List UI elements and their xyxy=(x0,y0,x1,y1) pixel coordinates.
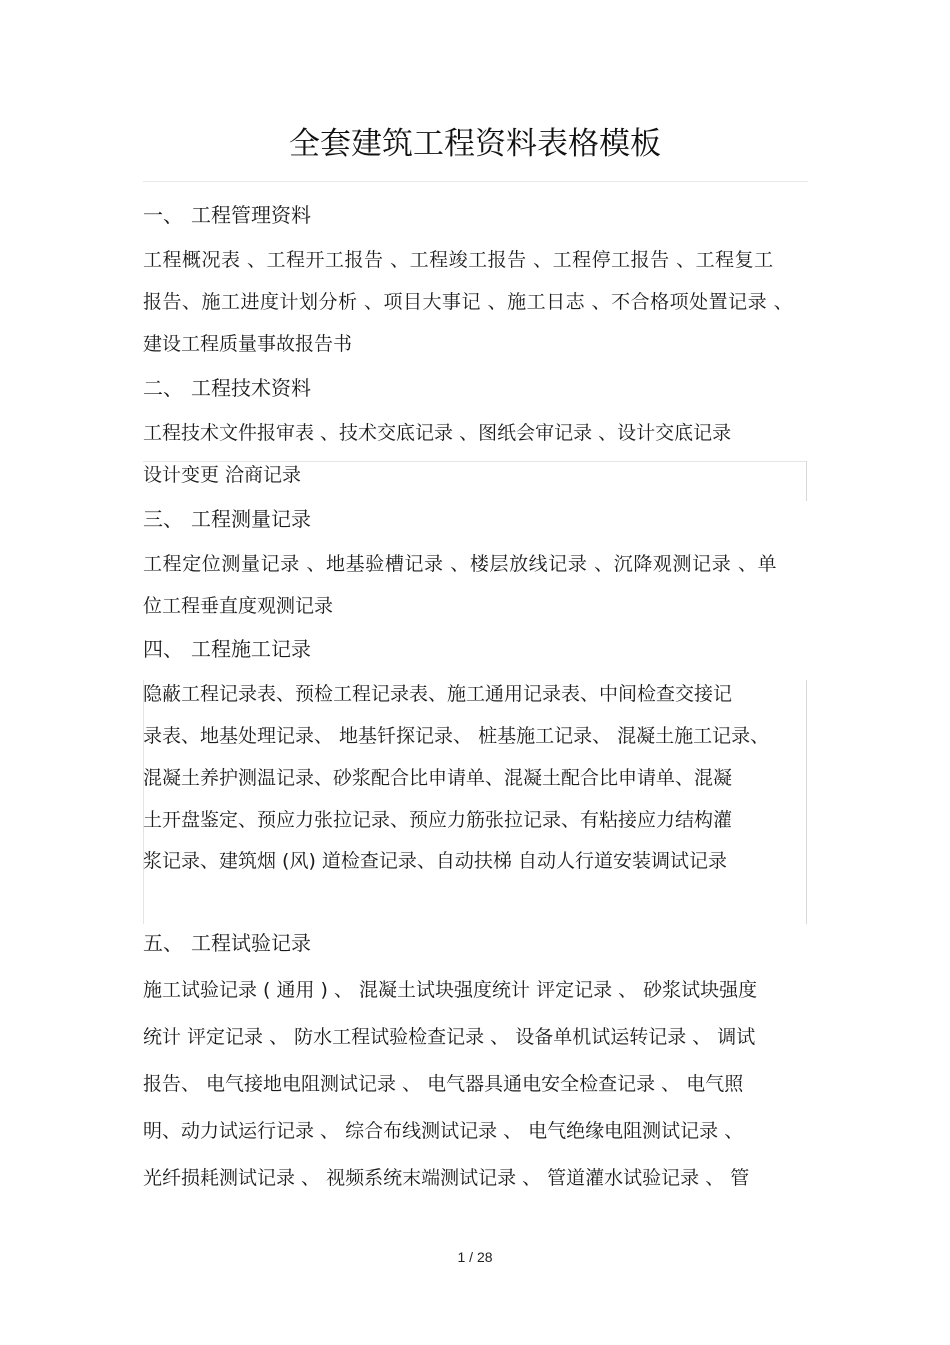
section-heading-2 xyxy=(143,373,311,403)
text-line: 工程概况表 、工程开工报告 、工程竣工报告 、工程停工报告 、工程复工 xyxy=(143,249,774,271)
page-number: 1 / 28 xyxy=(457,1249,493,1265)
text-line: 报告、施工进度计划分析 、项目大事记 、施工日志 、不合格项处置记录 、 xyxy=(143,291,794,313)
section-number: 三、 xyxy=(143,507,183,531)
text-line: 明、动力试运行记录 、 综合布线测试记录 、 电气绝缘电阻测试记录 、 xyxy=(143,1120,744,1142)
document-title: 全套建筑工程资料表格模板 xyxy=(289,126,661,162)
title-divider xyxy=(143,181,808,182)
text-line: 设计变更 洽商记录 xyxy=(143,464,302,486)
text-line: 工程定位测量记录 、地基验槽记录 、楼层放线记录 、沉降观测记录 、单 xyxy=(143,553,778,575)
section-number: 二、 xyxy=(143,376,183,400)
box-border xyxy=(143,680,144,924)
section-title: 工程施工记录 xyxy=(191,637,311,661)
box-border xyxy=(806,680,807,924)
text-line: 隐蔽工程记录表、预检工程记录表、施工通用记录表、中间检查交接记 xyxy=(143,683,733,705)
section-title: 工程管理资料 xyxy=(191,203,311,227)
section-number: 五、 xyxy=(143,931,183,955)
text-line: 施工试验记录 ( 通用 ) 、 混凝土试块强度统计 评定记录 、 砂浆试块强度 xyxy=(143,979,758,1001)
text-line: 工程技术文件报审表 、技术交底记录 、图纸会审记录 、设计交底记录 xyxy=(143,422,732,444)
section-heading-4 xyxy=(143,634,311,664)
text-line: 报告、 电气接地电阻测试记录 、 电气器具通电安全检查记录 、 电气照 xyxy=(143,1073,744,1095)
section-number: 四、 xyxy=(143,637,183,661)
text-line: 建设工程质量事故报告书 xyxy=(143,333,353,355)
box-border xyxy=(806,461,807,501)
section-heading-1 xyxy=(143,200,311,230)
text-line: 浆记录、建筑烟 (风) 道检查记录、自动扶梯 自动人行道安装调试记录 xyxy=(143,850,727,872)
text-line: 位工程垂直度观测记录 xyxy=(143,595,334,617)
section-heading-5 xyxy=(143,928,311,958)
text-line: 统计 评定记录 、 防水工程试验检查记录 、 设备单机试运转记录 、 调试 xyxy=(143,1026,756,1048)
section-title: 工程试验记录 xyxy=(191,931,311,955)
section-title: 工程技术资料 xyxy=(191,376,311,400)
text-line: 光纤损耗测试记录 、 视频系统末端测试记录 、 管道灌水试验记录 、 管 xyxy=(143,1167,750,1189)
section-heading-3 xyxy=(143,504,311,534)
text-line: 混凝土养护测温记录、砂浆配合比申请单、混凝土配合比申请单、混凝 xyxy=(143,767,733,789)
text-line: 土开盘鉴定、预应力张拉记录、预应力筋张拉记录、有粘接应力结构灌 xyxy=(143,809,733,831)
text-line: 录表、地基处理记录、 地基钎探记录、 桩基施工记录、 混凝土施工记录、 xyxy=(143,725,770,747)
section-title: 工程测量记录 xyxy=(191,507,311,531)
section-number: 一、 xyxy=(143,203,183,227)
